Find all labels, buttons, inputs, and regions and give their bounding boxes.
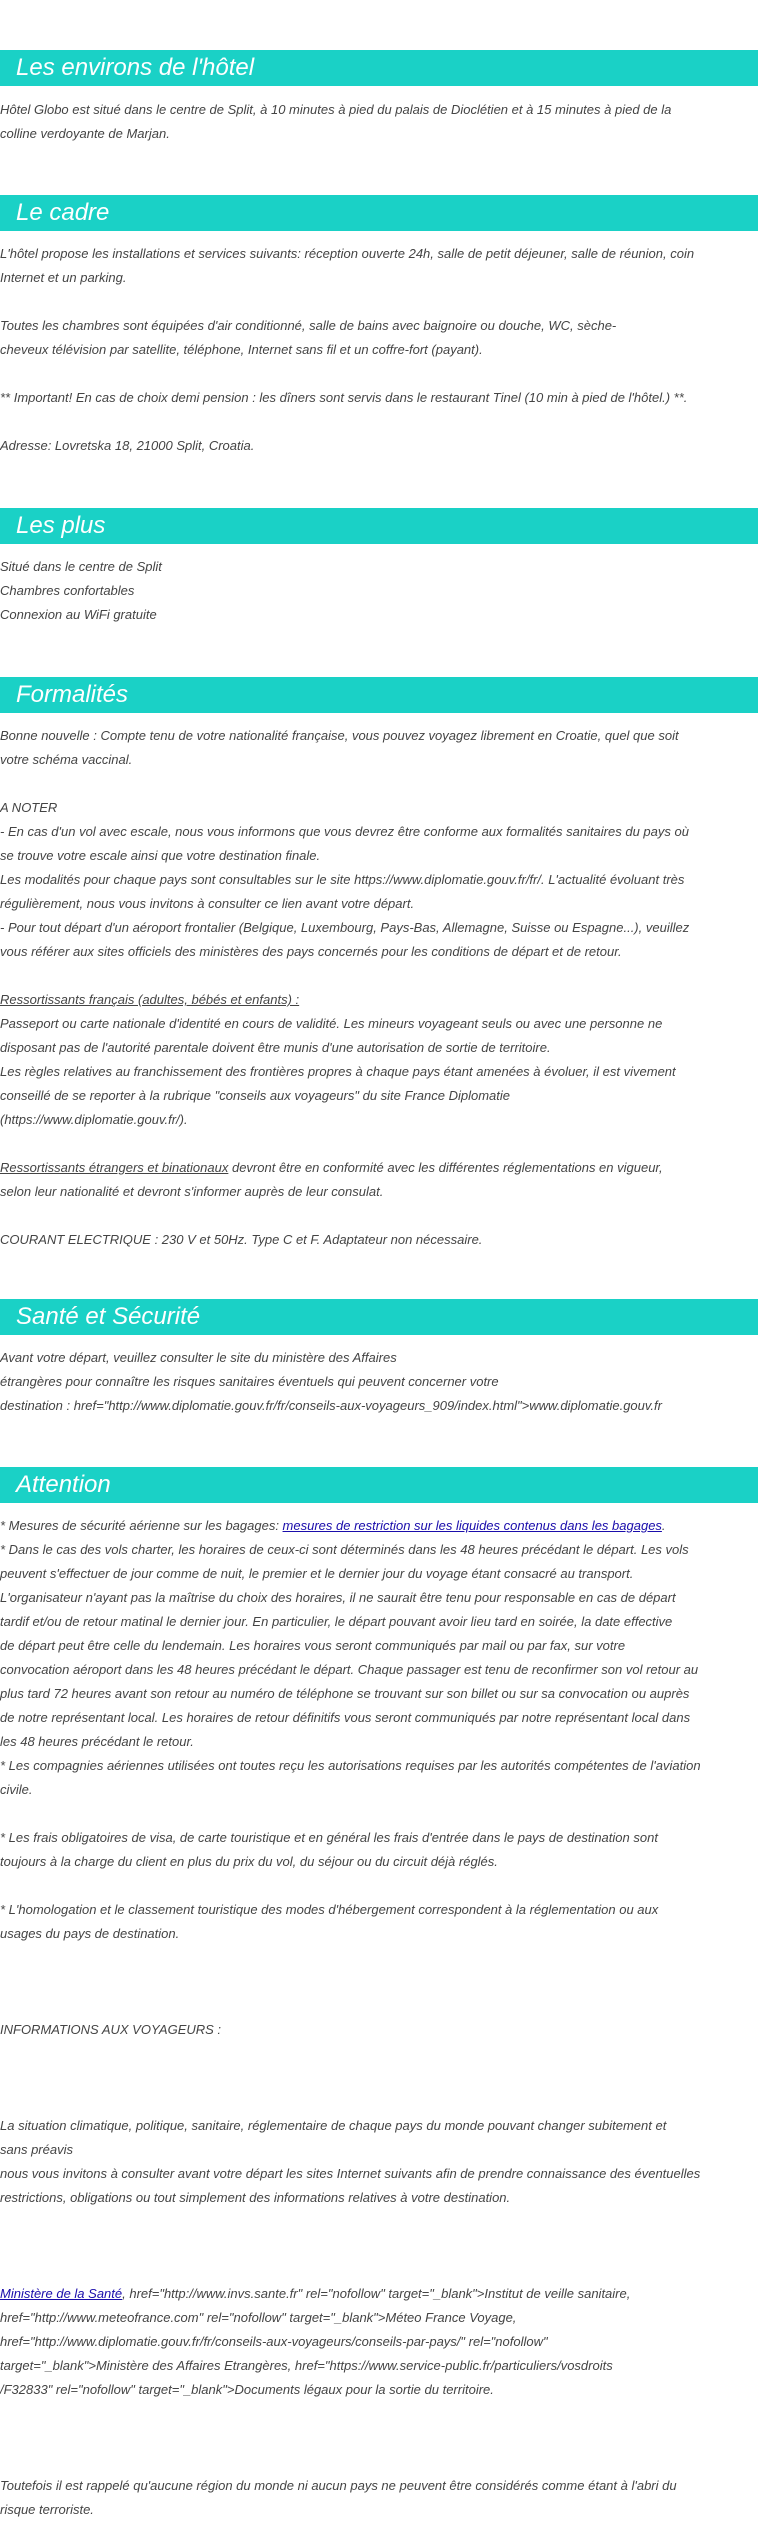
text-line: Bonne nouvelle : Compte tenu de votre nationalité française, vous pouvez voyagez librement en Croatie, quel que soit [0,728,679,743]
text-line: ** Important! En cas de choix demi pension : les dîners sont servis dans le restaurant Tinel (10 min à pied de l'hôtel.) **. [0,390,688,405]
text-line: conseillé de se reporter à la rubrique "conseils aux voyageurs" du site France Diplomatie [0,1088,510,1103]
section-plus-body [0,555,756,627]
section-heading-plus: Les plus [0,508,758,544]
text-fragment: * Mesures de sécurité aérienne sur les bagages: [0,1518,283,1533]
text-line: Internet et un parking. [0,270,127,285]
text-line [0,1156,756,1180]
text-line: tardif et/ou de retour matinal le dernier jour. En particulier, le départ pouvant avoir lieu tard en soirée, la date effective [0,1614,673,1629]
text-line: colline verdoyante de Marjan. [0,126,170,141]
text-line: href="http://www.meteofrance.com" rel="nofollow" target="_blank">Méteo France Voyage, [0,2310,517,2325]
section-heading-attention: Attention [0,1467,758,1503]
text-line: destination : href="http://www.diplomatie.gouv.fr/fr/conseils-aux-voyageurs_909/index.html">www.diplomatie.gouv.fr [0,1398,662,1413]
text-line: les 48 heures précédant le retour. [0,1734,194,1749]
text-line: disposant pas de l'autorité parentale doivent être munis d'une autorisation de sortie de territoire. [0,1040,551,1055]
list-item: Connexion au WiFi gratuite [0,607,157,622]
text-line [0,1514,756,1538]
section-environs-body [0,98,756,146]
text-line: Les modalités pour chaque pays sont consultables sur le site https://www.diplomatie.gouv.fr/fr/. L'actualité évoluant très [0,872,685,887]
text-line: target="_blank">Ministère des Affaires Etrangères, href="https://www.service-public.fr/particuliers/vosdroits [0,2358,613,2373]
text-line: A NOTER [0,800,58,815]
text-line: Passeport ou carte nationale d'identité en cours de validité. Les mineurs voyageant seuls ou avec une personne ne [0,1016,663,1031]
text-line: * Dans le cas des vols charter, les horaires de ceux-ci sont déterminés dans les 48 heures précédant le départ. Les vols [0,1542,689,1557]
text-line: L'organisateur n'ayant pas la maîtrise du choix des horaires, il ne saurait être tenu pour responsable en cas de départ [0,1590,676,1605]
text-line: Adresse: Lovretska 18, 21000 Split, Croatia. [0,438,255,453]
text-line: étrangères pour connaître les risques sanitaires éventuels qui peuvent concerner votre [0,1374,499,1389]
text-line: de départ peut être celle du lendemain. Les horaires vous seront communiqués par mail ou par fax, sur votre [0,1638,626,1653]
text-line: se trouve votre escale ainsi que votre destination finale. [0,848,321,863]
text-line: sans préavis [0,2142,73,2157]
text-line: * Les frais obligatoires de visa, de carte touristique et en général les frais d'entrée dans le pays de destination sont [0,1830,658,1845]
section-formalites-body [0,724,756,1252]
text-line: cheveux télévision par satellite, téléphone, Internet sans fil et un coffre-fort (payant). [0,342,483,357]
text-line: Hôtel Globo est situé dans le centre de Split, à 10 minutes à pied du palais de Dioclétien et à 15 minutes à pied de la [0,102,672,117]
text-line: convocation aéroport dans les 48 heures précédant le départ. Chaque passager est tenu de reconfirmer son vol retour au [0,1662,699,1677]
text-line: plus tard 72 heures avant son retour au numéro de téléphone se trouvant sur son billet ou sur sa convocation ou auprès [0,1686,690,1701]
text-line: peuvent s'effectuer de jour comme de nuit, le premier et le dernier jour du voyage étant consacré au transport. [0,1566,634,1581]
text-line: Les règles relatives au franchissement des frontières propres à chaque pays étant amenées à évoluer, il est vivement [0,1064,676,1079]
text-line: risque terroriste. [0,2502,94,2517]
text-fragment: , href="http://www.invs.sante.fr" rel="nofollow" target="_blank">Institut de veille sanitaire, [122,2286,631,2301]
text-line: régulièrement, nous vous invitons à consulter ce lien avant votre départ. [0,896,415,911]
text-line: * Les compagnies aériennes utilisées ont toutes reçu les autorisations requises par les autorités compétentes de l'aviation [0,1758,701,1773]
section-cadre-body [0,242,756,458]
text-line: nous vous invitons à consulter avant votre départ les sites Internet suivants afin de prendre connaissance des éventuelles [0,2166,701,2181]
text-line: usages du pays de destination. [0,1926,180,1941]
subheading-ressortissants-francais: Ressortissants français (adultes, bébés et enfants) : [0,992,300,1007]
text-line: /F32833" rel="nofollow" target="_blank">Documents légaux pour la sortie du territoire. [0,2382,494,2397]
text-fragment: devront être en conformité avec les différentes réglementations en vigueur, [228,1160,663,1175]
text-line: selon leur nationalité et devront s'informer auprès de leur consulat. [0,1184,384,1199]
subheading-ressortissants-etrangers: Ressortissants étrangers et binationaux [0,1160,229,1175]
subheading-informations-voyageurs: INFORMATIONS AUX VOYAGEURS : [0,2022,222,2037]
text-line: restrictions, obligations ou tout simplement des informations relatives à votre destination. [0,2190,511,2205]
text-line: La situation climatique, politique, sanitaire, réglementaire de chaque pays du monde pouvant changer subitement et [0,2118,667,2133]
text-fragment: . [661,1518,666,1533]
section-sante-body [0,1346,756,1418]
text-line: href="http://www.diplomatie.gouv.fr/fr/conseils-aux-voyageurs/conseils-par-pays/" rel="nofollow" [0,2334,548,2349]
section-heading-formalites: Formalités [0,677,758,713]
text-line: toujours à la charge du client en plus du prix du vol, du séjour ou du circuit déjà réglés. [0,1854,498,1869]
text-line: L'hôtel propose les installations et services suivants: réception ouverte 24h, salle de petit déjeuner, salle de réunion, coin [0,246,695,261]
section-heading-cadre: Le cadre [0,195,758,231]
text-line: votre schéma vaccinal. [0,752,133,767]
list-item: Situé dans le centre de Split [0,559,162,574]
section-heading-sante: Santé et Sécurité [0,1299,758,1335]
text-line: - Pour tout départ d'un aéroport frontalier (Belgique, Luxembourg, Pays-Bas, Allemagne, Suisse ou Espagne...), veuillez [0,920,690,935]
text-line: (https://www.diplomatie.gouv.fr/). [0,1112,188,1127]
text-line: - En cas d'un vol avec escale, nous vous informons que vous devrez être conforme aux formalités sanitaires du pays où [0,824,689,839]
text-line: * L'homologation et le classement touristique des modes d'hébergement correspondent à la réglementation ou aux [0,1902,659,1917]
ministere-sante-link[interactable]: Ministère de la Santé [0,2286,123,2301]
list-item: Chambres confortables [0,583,135,598]
section-attention-body [0,1514,756,2522]
text-line: de notre représentant local. Les horaires de retour définitifs vous seront communiqués par notre représentant local dans [0,1710,691,1725]
section-heading-environs: Les environs de l'hôtel [0,50,758,86]
text-line [0,2282,756,2306]
text-line: Toutefois il est rappelé qu'aucune région du monde ni aucun pays ne peuvent être considérés comme étant à l'abri du [0,2478,677,2493]
text-line: Toutes les chambres sont équipées d'air conditionné, salle de bains avec baignoire ou douche, WC, sèche- [0,318,617,333]
text-line: vous référer aux sites officiels des ministères des pays concernés pour les conditions de départ et de retour. [0,944,622,959]
text-line: Avant votre départ, veuillez consulter le site du ministère des Affaires [0,1350,397,1365]
text-line: COURANT ELECTRIQUE : 230 V et 50Hz. Type C et F. Adaptateur non nécessaire. [0,1232,483,1247]
text-line: civile. [0,1782,33,1797]
liquids-restriction-link[interactable]: mesures de restriction sur les liquides contenus dans les bagages [282,1518,662,1533]
